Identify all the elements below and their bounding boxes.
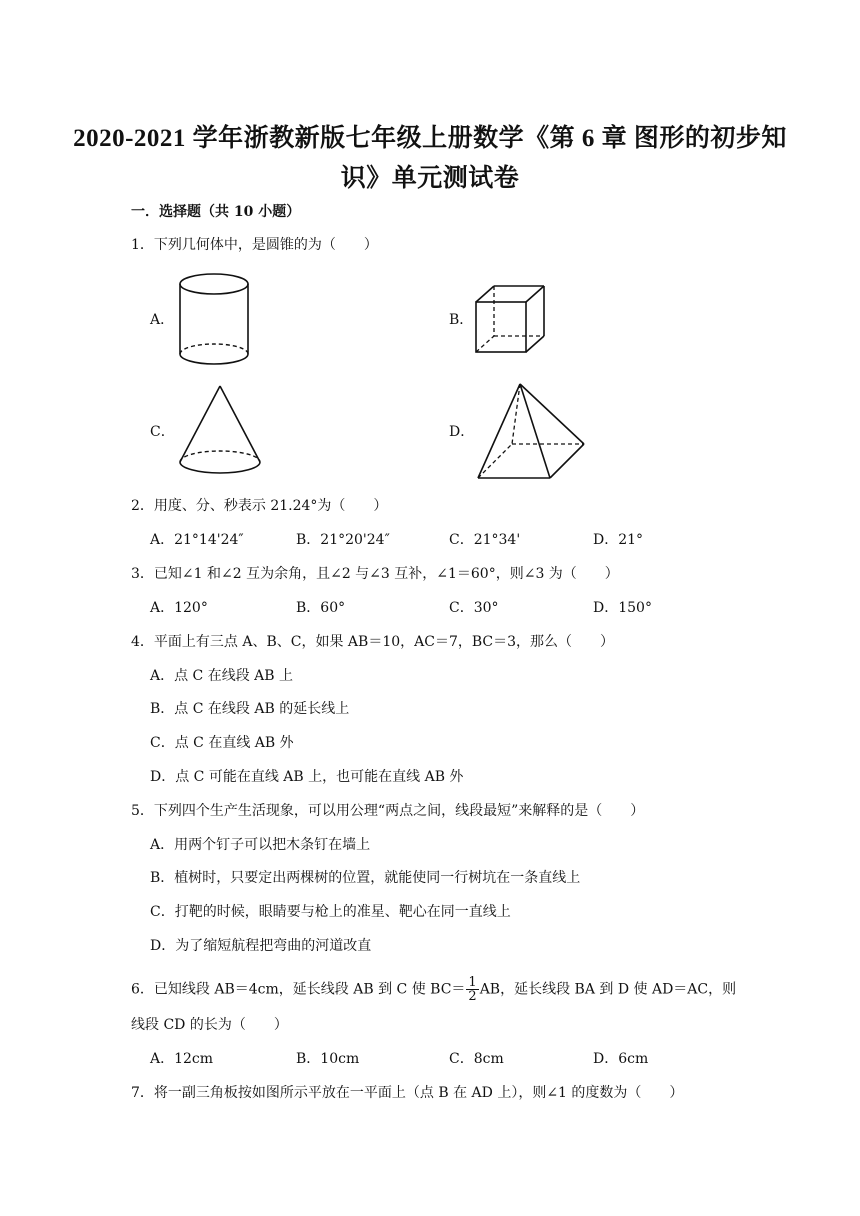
q6-stem-part-b: AB，延长线段 BA 到 D 使 AD＝AC，则 [479, 981, 737, 998]
q5-option-b: B．植树时，只要定出两棵树的位置，就能使同一行树坑在一条直线上 [150, 870, 581, 886]
q2-option-b: B．21°20'24″ [296, 532, 390, 548]
q6-option-d: D．6cm [593, 1051, 649, 1067]
pyramid-figure [470, 380, 590, 484]
q6-option-a: A．12cm [150, 1051, 214, 1067]
q5-option-c: C．打靶的时候，眼睛要与枪上的准星、靶心在同一直线上 [150, 904, 511, 920]
q3-option-a: A．120° [150, 600, 208, 616]
q3-option-b: B．60° [296, 600, 346, 616]
q3-option-c: C．30° [449, 600, 499, 616]
q1-option-d-label: D． [449, 424, 475, 440]
q2-option-d: D．21° [593, 532, 644, 548]
q2-option-c: C．21°34' [449, 532, 521, 548]
q4-option-a: A．点 C 在线段 AB 上 [150, 668, 294, 684]
q1-option-a-label: A． [150, 312, 175, 328]
cone-figure [172, 382, 268, 478]
q6-fraction-denominator: 2 [468, 989, 477, 1004]
q3-stem: 3．已知∠1 和∠2 互为余角，且∠2 与∠3 互补，∠1＝60°，则∠3 为（ ） [131, 566, 619, 582]
page-title-line1: 2020-2021 学年浙教新版七年级上册数学《第 6 章 图形的初步知 [73, 125, 787, 152]
q4-option-b: B．点 C 在线段 AB 的延长线上 [150, 701, 350, 717]
q4-option-d: D．点 C 可能在直线 AB 上，也可能在直线 AB 外 [150, 769, 464, 785]
cube-figure [470, 280, 550, 360]
q6-stem-line2: 线段 CD 的长为（ ） [131, 1017, 288, 1033]
cylinder-figure [172, 270, 256, 370]
q6-stem-line1 [131, 976, 736, 1003]
q4-option-c: C．点 C 在直线 AB 外 [150, 735, 294, 751]
q1-option-b-label: B． [449, 312, 474, 328]
q2-option-a: A．21°14'24″ [150, 532, 244, 548]
q6-option-b: B．10cm [296, 1051, 360, 1067]
q5-option-d: D．为了缩短航程把弯曲的河道改直 [150, 938, 372, 954]
q6-fraction-numerator: 1 [468, 975, 477, 990]
q5-option-a: A．用两个钉子可以把木条钉在墙上 [150, 837, 371, 853]
q1-option-c-label: C． [150, 424, 175, 440]
q1-stem: 1．下列几何体中，是圆锥的为（ ） [131, 237, 378, 253]
q6-stem-part-a: 6．已知线段 AB＝4cm，延长线段 AB 到 C 使 BC＝ [131, 981, 466, 998]
q7-stem: 7．将一副三角板按如图所示平放在一平面上（点 B 在 AD 上），则∠1 的度数为（ ） [131, 1085, 684, 1101]
q6-fraction [466, 976, 478, 1003]
section-heading: 一．选择题（共 10 小题） [131, 204, 301, 220]
page-title-line2: 识》单元测试卷 [340, 165, 520, 192]
q4-stem: 4．平面上有三点 A、B、C，如果 AB＝10，AC＝7，BC＝3，那么（ ） [131, 634, 615, 650]
q6-option-c: C．8cm [449, 1051, 504, 1067]
q2-stem: 2．用度、分、秒表示 21.24°为（ ） [131, 498, 388, 514]
q3-option-d: D．150° [593, 600, 652, 616]
q5-stem: 5．下列四个生产生活现象，可以用公理“两点之间，线段最短”来解释的是（ ） [131, 803, 645, 819]
